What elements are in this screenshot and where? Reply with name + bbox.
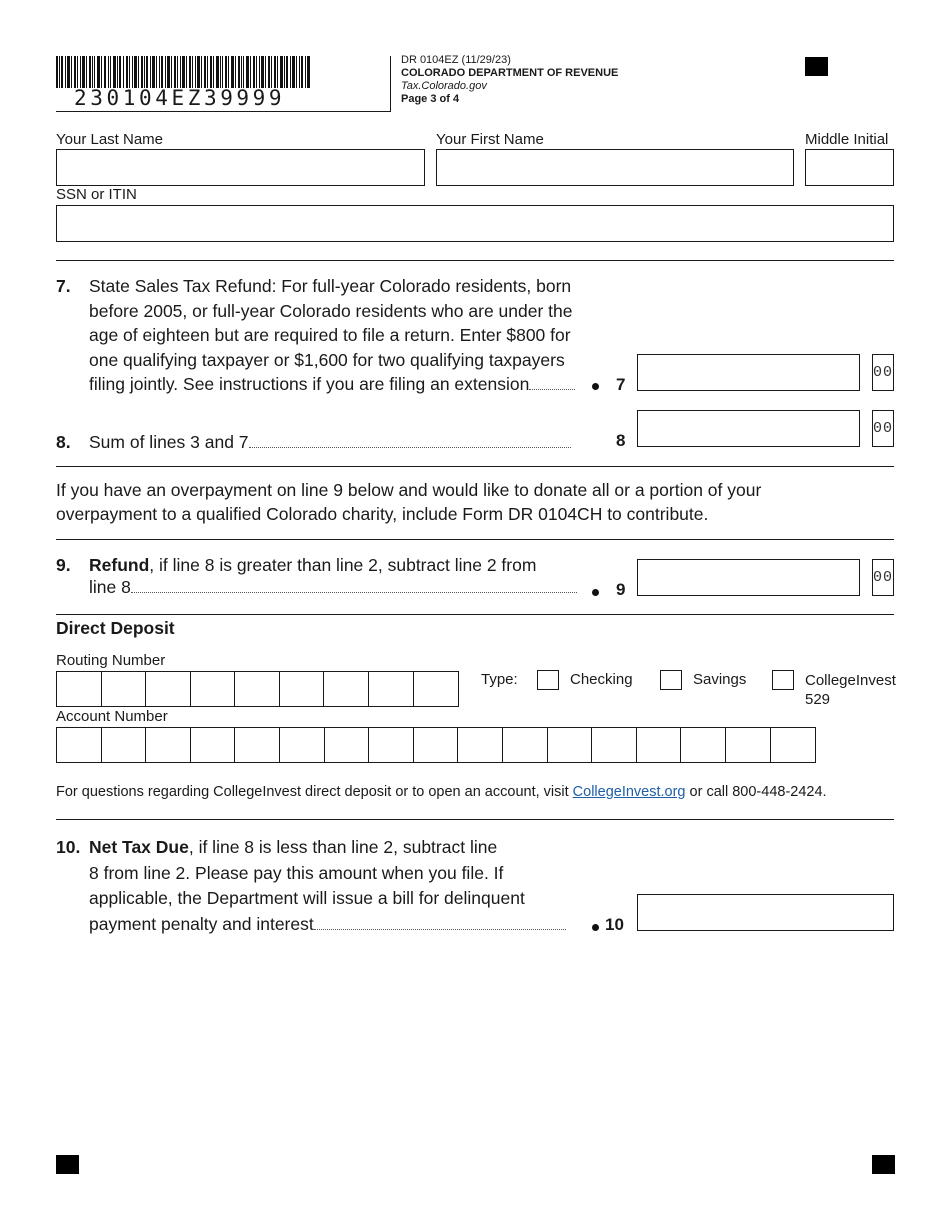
registration-mark-bottom-left	[56, 1155, 79, 1174]
leader-dots	[249, 447, 571, 448]
direct-deposit-heading: Direct Deposit	[56, 618, 175, 638]
line-9-row-1	[89, 554, 577, 576]
section-divider	[56, 260, 894, 261]
collegeinvest-suffix: 529	[805, 691, 831, 708]
section-divider	[56, 614, 894, 615]
account-digit-cell[interactable]	[548, 728, 593, 762]
middle-initial-label: Middle Initial	[805, 131, 889, 148]
line-9-description	[89, 554, 577, 598]
account-digit-cell[interactable]	[414, 728, 459, 762]
account-digit-cell[interactable]	[146, 728, 191, 762]
header-divider-horizontal	[56, 111, 391, 112]
routing-digit-cell[interactable]	[280, 672, 325, 706]
account-number-field[interactable]	[56, 727, 816, 763]
account-digit-cell[interactable]	[57, 728, 102, 762]
page-number: Page 3 of 4	[401, 93, 460, 105]
line-10-number: 10.	[56, 837, 81, 857]
last-name-label: Your Last Name	[56, 131, 164, 148]
line-7-cents: 00	[872, 354, 894, 391]
department-website: Tax.Colorado.gov	[401, 80, 487, 92]
collegeinvest-link[interactable]: CollegeInvest.org	[572, 784, 686, 800]
account-number-label: Account Number	[56, 708, 168, 725]
line-10-description	[89, 835, 566, 937]
account-digit-cell[interactable]	[771, 728, 816, 762]
line-10-row-4	[89, 912, 566, 938]
section-divider	[56, 819, 894, 820]
routing-digit-cell[interactable]	[324, 672, 369, 706]
line-8-description	[89, 430, 571, 455]
routing-number-field[interactable]	[56, 671, 459, 707]
routing-digit-cell[interactable]	[102, 672, 147, 706]
leader-dots	[529, 389, 575, 390]
line-7-description	[89, 274, 589, 397]
donation-note-line-2: overpayment to a qualified Colorado charity, include Form DR 0104CH to contribute.	[56, 503, 709, 524]
line-10-text-2: 8 from line 2. Please pay this amount when you file. If	[89, 862, 504, 883]
line-10-text-1: , if line 8 is less than line 2, subtract line	[188, 837, 498, 857]
line-7-bullet	[592, 383, 599, 390]
collegeinvest-label	[805, 671, 896, 709]
line-8-label: 8	[616, 431, 626, 450]
line-9-amount-field[interactable]	[637, 559, 860, 596]
line-7-text-1: State Sales Tax Refund: For full-year Colorado residents, born	[89, 276, 572, 296]
line-9-bold: Refund	[89, 555, 150, 575]
line-7-amount-field[interactable]	[637, 354, 860, 391]
donation-note-line-1: If you have an overpayment on line 9 below and would like to donate all or a portion of your	[56, 480, 762, 500]
account-digit-cell[interactable]	[503, 728, 548, 762]
routing-digit-cell[interactable]	[146, 672, 191, 706]
line-10-text-3: applicable, the Department will issue a bill for delinquent	[89, 888, 525, 908]
account-digit-cell[interactable]	[280, 728, 325, 762]
line-10-text-4: payment penalty and interest	[89, 913, 314, 934]
barcode	[56, 56, 310, 88]
ssn-field[interactable]	[56, 205, 894, 242]
ssn-label: SSN or ITIN	[56, 186, 137, 203]
routing-digit-cell[interactable]	[369, 672, 414, 706]
savings-label: Savings	[693, 671, 747, 688]
leader-dots	[314, 929, 566, 930]
last-name-field[interactable]	[56, 149, 425, 186]
routing-digit-cell[interactable]	[414, 672, 459, 706]
line-7-last-row	[89, 372, 589, 397]
header-divider-vertical	[390, 56, 391, 112]
routing-digit-cell[interactable]	[57, 672, 102, 706]
account-digit-cell[interactable]	[592, 728, 637, 762]
barcode-number: 230104EZ39999	[74, 86, 286, 110]
barcode-image	[56, 56, 310, 88]
first-name-label: Your First Name	[436, 131, 544, 148]
account-digit-cell[interactable]	[191, 728, 236, 762]
collegeinvest-checkbox[interactable]	[772, 670, 794, 690]
section-divider	[56, 466, 894, 467]
line-10-amount-field[interactable]	[637, 894, 894, 931]
account-digit-cell[interactable]	[235, 728, 280, 762]
first-name-field[interactable]	[436, 149, 794, 186]
line-9-number: 9.	[56, 555, 71, 575]
department-name: COLORADO DEPARTMENT OF REVENUE	[401, 67, 619, 79]
line-7-number: 7.	[56, 276, 71, 296]
collegeinvest-note-text: For questions regarding CollegeInvest direct deposit or to open an account, visit	[56, 784, 573, 800]
account-type-label: Type:	[481, 671, 518, 688]
account-digit-cell[interactable]	[637, 728, 682, 762]
line-9-bullet	[592, 589, 599, 596]
form-id: DR 0104EZ (11/29/23)	[401, 54, 511, 66]
line-9-text-1: , if line 8 is greater than line 2, subtract line 2 from	[149, 555, 537, 575]
line-9-label: 9	[616, 580, 626, 599]
line-9-cents: 00	[872, 559, 894, 596]
line-8-number: 8.	[56, 432, 71, 452]
routing-digit-cell[interactable]	[235, 672, 280, 706]
registration-mark-bottom-right	[872, 1155, 895, 1174]
account-digit-cell[interactable]	[681, 728, 726, 762]
account-digit-cell[interactable]	[369, 728, 414, 762]
checking-label: Checking	[570, 671, 633, 688]
account-digit-cell[interactable]	[726, 728, 771, 762]
account-digit-cell[interactable]	[325, 728, 370, 762]
collegeinvest-phone-text: or call 800-448-2424.	[685, 784, 827, 800]
middle-initial-field[interactable]	[805, 149, 894, 186]
section-divider	[56, 539, 894, 540]
routing-number-label: Routing Number	[56, 652, 166, 669]
collegeinvest-text: CollegeInvest	[805, 672, 896, 689]
line-10-bold: Net Tax Due	[89, 837, 189, 857]
account-digit-cell[interactable]	[458, 728, 503, 762]
savings-checkbox[interactable]	[660, 670, 682, 690]
line-8-cents: 00	[872, 410, 894, 447]
checking-checkbox[interactable]	[537, 670, 559, 690]
collegeinvest-note	[56, 783, 827, 801]
leader-dots	[131, 592, 577, 593]
line-7-text-4: one qualifying taxpayer or $1,600 for two qualifying taxpayers	[89, 349, 565, 370]
line-8-amount-field[interactable]	[637, 410, 860, 447]
donation-note	[56, 479, 761, 526]
line-10-row-1	[89, 835, 566, 861]
account-digit-cell[interactable]	[102, 728, 147, 762]
registration-mark-top-right	[805, 57, 828, 76]
routing-digit-cell[interactable]	[191, 672, 236, 706]
line-10-label: 10	[605, 915, 624, 934]
line-7-text-5: filing jointly. See instructions if you are filing an extension	[89, 374, 530, 394]
line-7-text-3: age of eighteen but are required to file a return. Enter $800 for	[89, 325, 571, 345]
line-10-bullet	[592, 924, 599, 931]
line-7-text-2: before 2005, or full-year Colorado residents who are under the	[89, 300, 573, 321]
line-9-row-2	[89, 576, 577, 598]
line-7-label: 7	[616, 375, 626, 394]
line-8-text: Sum of lines 3 and 7	[89, 432, 249, 452]
line-9-text-2: line 8	[89, 577, 131, 597]
